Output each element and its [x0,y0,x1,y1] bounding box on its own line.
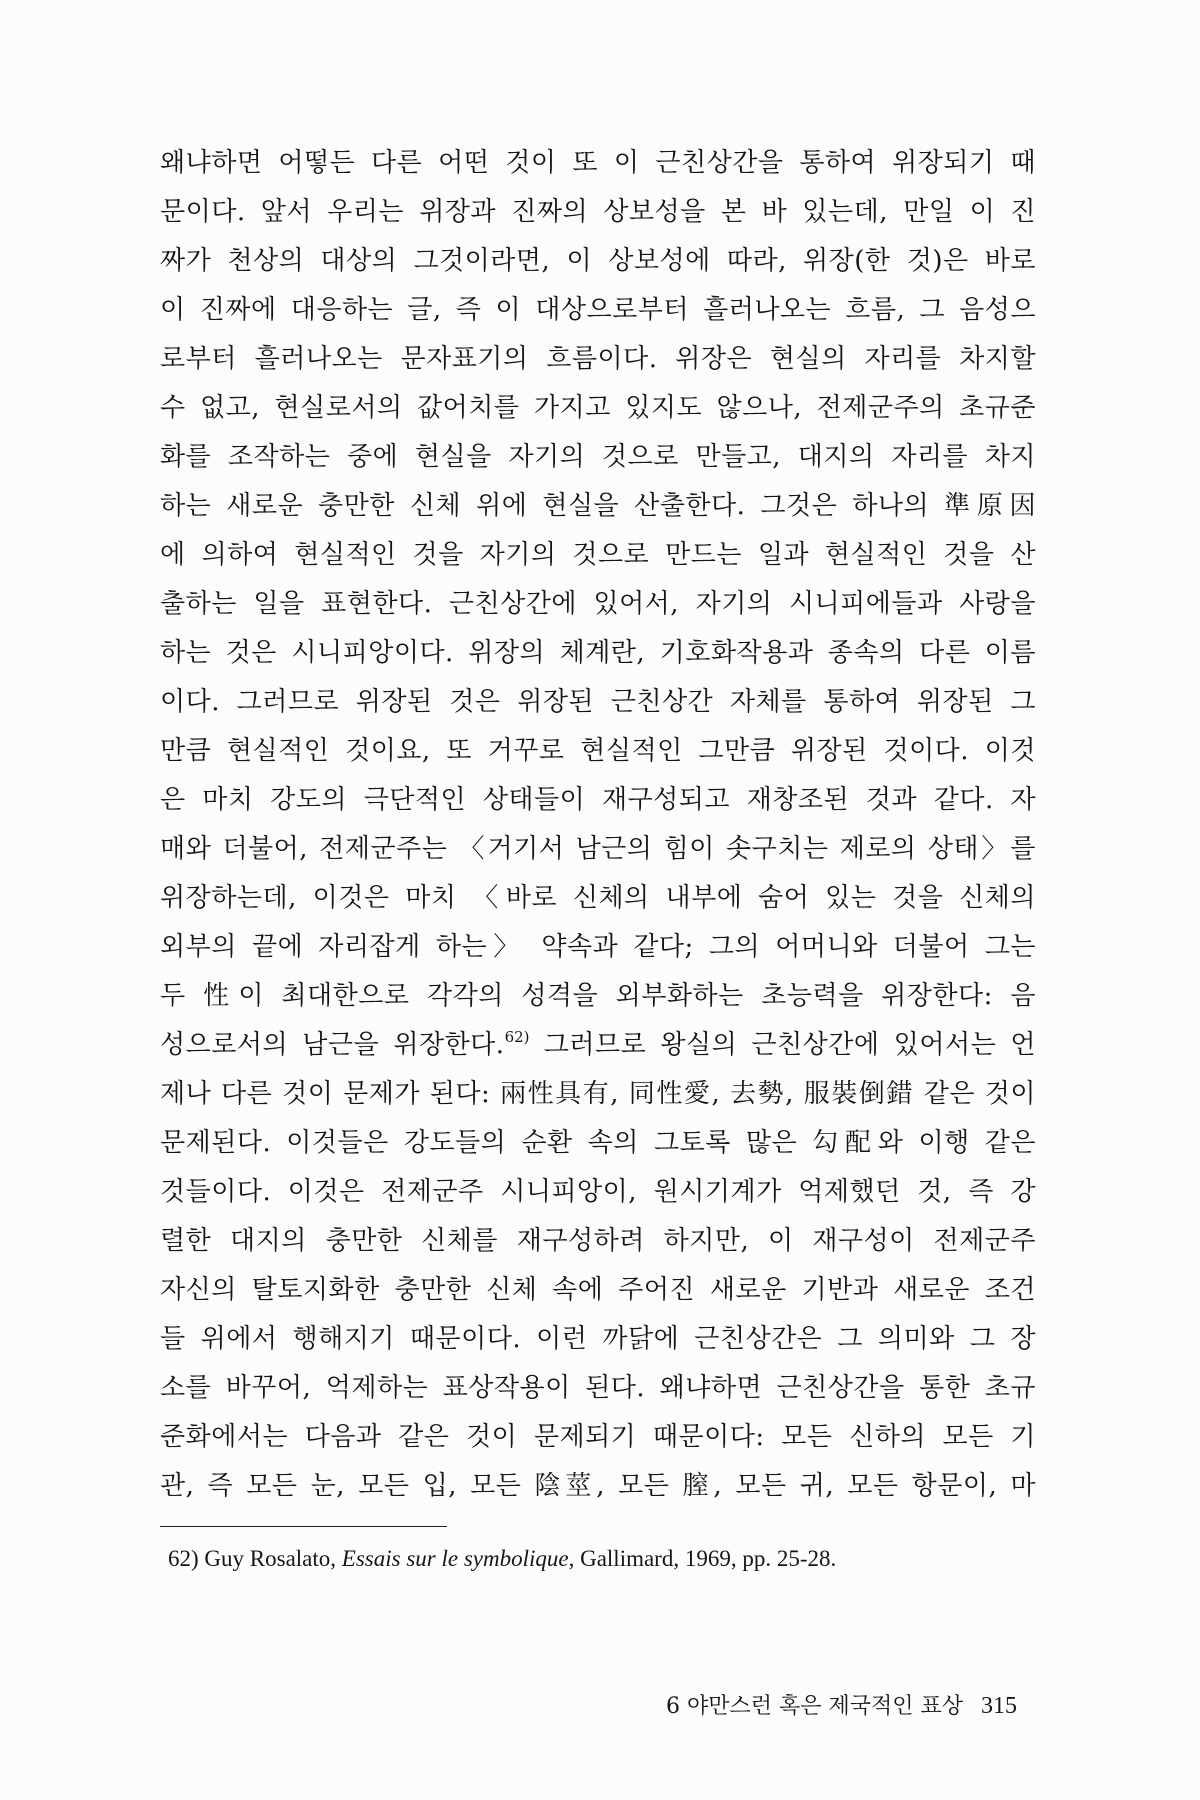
text-line: 렬한 대지의 충만한 신체를 재구성하려 하지만, 이 재구성이 전제군주 [160,1226,1036,1256]
text-line: 문이다. 앞서 우리는 위장과 진짜의 상보성을 본 바 있는데, 만일 이 진 [160,197,1036,227]
text-line: 로부터 흘러나오는 문자표기의 흐름이다. 위장은 현실의 자리를 차지할 [160,344,1036,374]
text-line-with-footnote-ref [160,1021,1036,1070]
text-line: 은 마치 강도의 극단적인 상태들이 재구성되고 재창조된 것과 같다. 자 [160,785,1036,815]
text-line: 자신의 탈토지화한 충만한 신체 속에 주어진 새로운 기반과 새로운 조건 [160,1275,1036,1305]
text-line: 짜가 천상의 대상의 그것이라면, 이 상보성에 따라, 위장(한 것)은 바로 [160,246,1036,276]
text-line: 외부의 끝에 자리잡게 하는〉 약속과 같다; 그의 어머니와 더불어 그는 [160,932,1036,962]
text-line: 문제된다. 이것들은 강도들의 순환 속의 그토록 많은 勾配와 이행 같은 [160,1128,1036,1158]
footnote [168,1543,1036,1575]
text-line: 수 없고, 현실로서의 값어치를 가지고 있지도 않으나, 전제군주의 초규준 [160,393,1036,423]
text-line: 하는 새로운 충만한 신체 위에 현실을 산출한다. 그것은 하나의 準原因 [160,491,1036,521]
text-line: 들 위에서 행해지기 때문이다. 이런 까닭에 근친상간은 그 의미와 그 장 [160,1324,1036,1354]
footnote-divider [160,1526,447,1527]
footnote-title: Essais sur le symbolique [341,1546,569,1571]
text-line: 두 性이 최대한으로 각각의 성격을 외부화하는 초능력을 위장한다: 음 [160,981,1036,1011]
footnote-marker: 62) [168,1546,199,1571]
text-line: 출하는 일을 표현한다. 근친상간에 있어서, 자기의 시니피에들과 사랑을 [160,589,1036,619]
footnote-author: Guy Rosalato, [204,1546,337,1571]
running-footer [666,1690,1017,1723]
text-line: 관, 즉 모든 눈, 모든 입, 모든 陰莖, 모든 膣, 모든 귀, 모든 항문이, 마 [160,1471,1036,1501]
chapter-number: 6 [665,1694,680,1719]
text-line: 화를 조작하는 중에 현실을 자기의 것으로 만들고, 대지의 자리를 차지 [160,442,1036,472]
body-text [160,139,1036,1511]
text-line: 것들이다. 이것은 전제군주 시니피앙이, 원시기계가 억제했던 것, 즉 강 [160,1177,1036,1207]
text-line: 에 의하여 현실적인 것을 자기의 것으로 만드는 일과 현실적인 것을 산 [160,540,1036,570]
text-line: 매와 더불어, 전제군주는 〈거기서 남근의 힘이 솟구치는 제로의 상태〉를 [160,834,1036,864]
text-line: 만큼 현실적인 것이요, 또 거꾸로 현실적인 그만큼 위장된 것이다. 이것 [160,736,1036,766]
text-line: 왜냐하면 어떻든 다른 어떤 것이 또 이 근친상간을 통하여 위장되기 때 [160,148,1036,178]
text-segment: 성으로서의 남근을 위장한다. [160,1030,505,1060]
footnote-publication: , Gallimard, 1969, pp. 25-28. [568,1546,837,1571]
footnote-reference[interactable]: 62) [504,1028,530,1046]
text-line: 준화에서는 다음과 같은 것이 문제되기 때문이다: 모든 신하의 모든 기 [160,1422,1036,1452]
chapter-title: 야만스런 혹은 제국적인 표상 [686,1694,963,1719]
text-segment: 그러므로 왕실의 근친상간에 있어서는 언 [529,1030,1036,1060]
text-line: 하는 것은 시니피앙이다. 위장의 체계란, 기호화작용과 종속의 다른 이름 [160,638,1036,668]
text-line: 위장하는데, 이것은 마치 〈바로 신체의 내부에 숨어 있는 것을 신체의 [160,883,1036,913]
page-number: 315 [981,1693,1017,1719]
text-line: 소를 바꾸어, 억제하는 표상작용이 된다. 왜냐하면 근친상간을 통한 초규 [160,1373,1036,1403]
text-line: 이다. 그러므로 위장된 것은 위장된 근친상간 자체를 통하여 위장된 그 [160,687,1036,717]
text-line: 이 진짜에 대응하는 글, 즉 이 대상으로부터 흘러나오는 흐름, 그 음성으 [160,295,1036,325]
text-line: 제나 다른 것이 문제가 된다: 兩性具有, 同性愛, 去勢, 服裝倒錯 같은 것이 [160,1079,1036,1109]
